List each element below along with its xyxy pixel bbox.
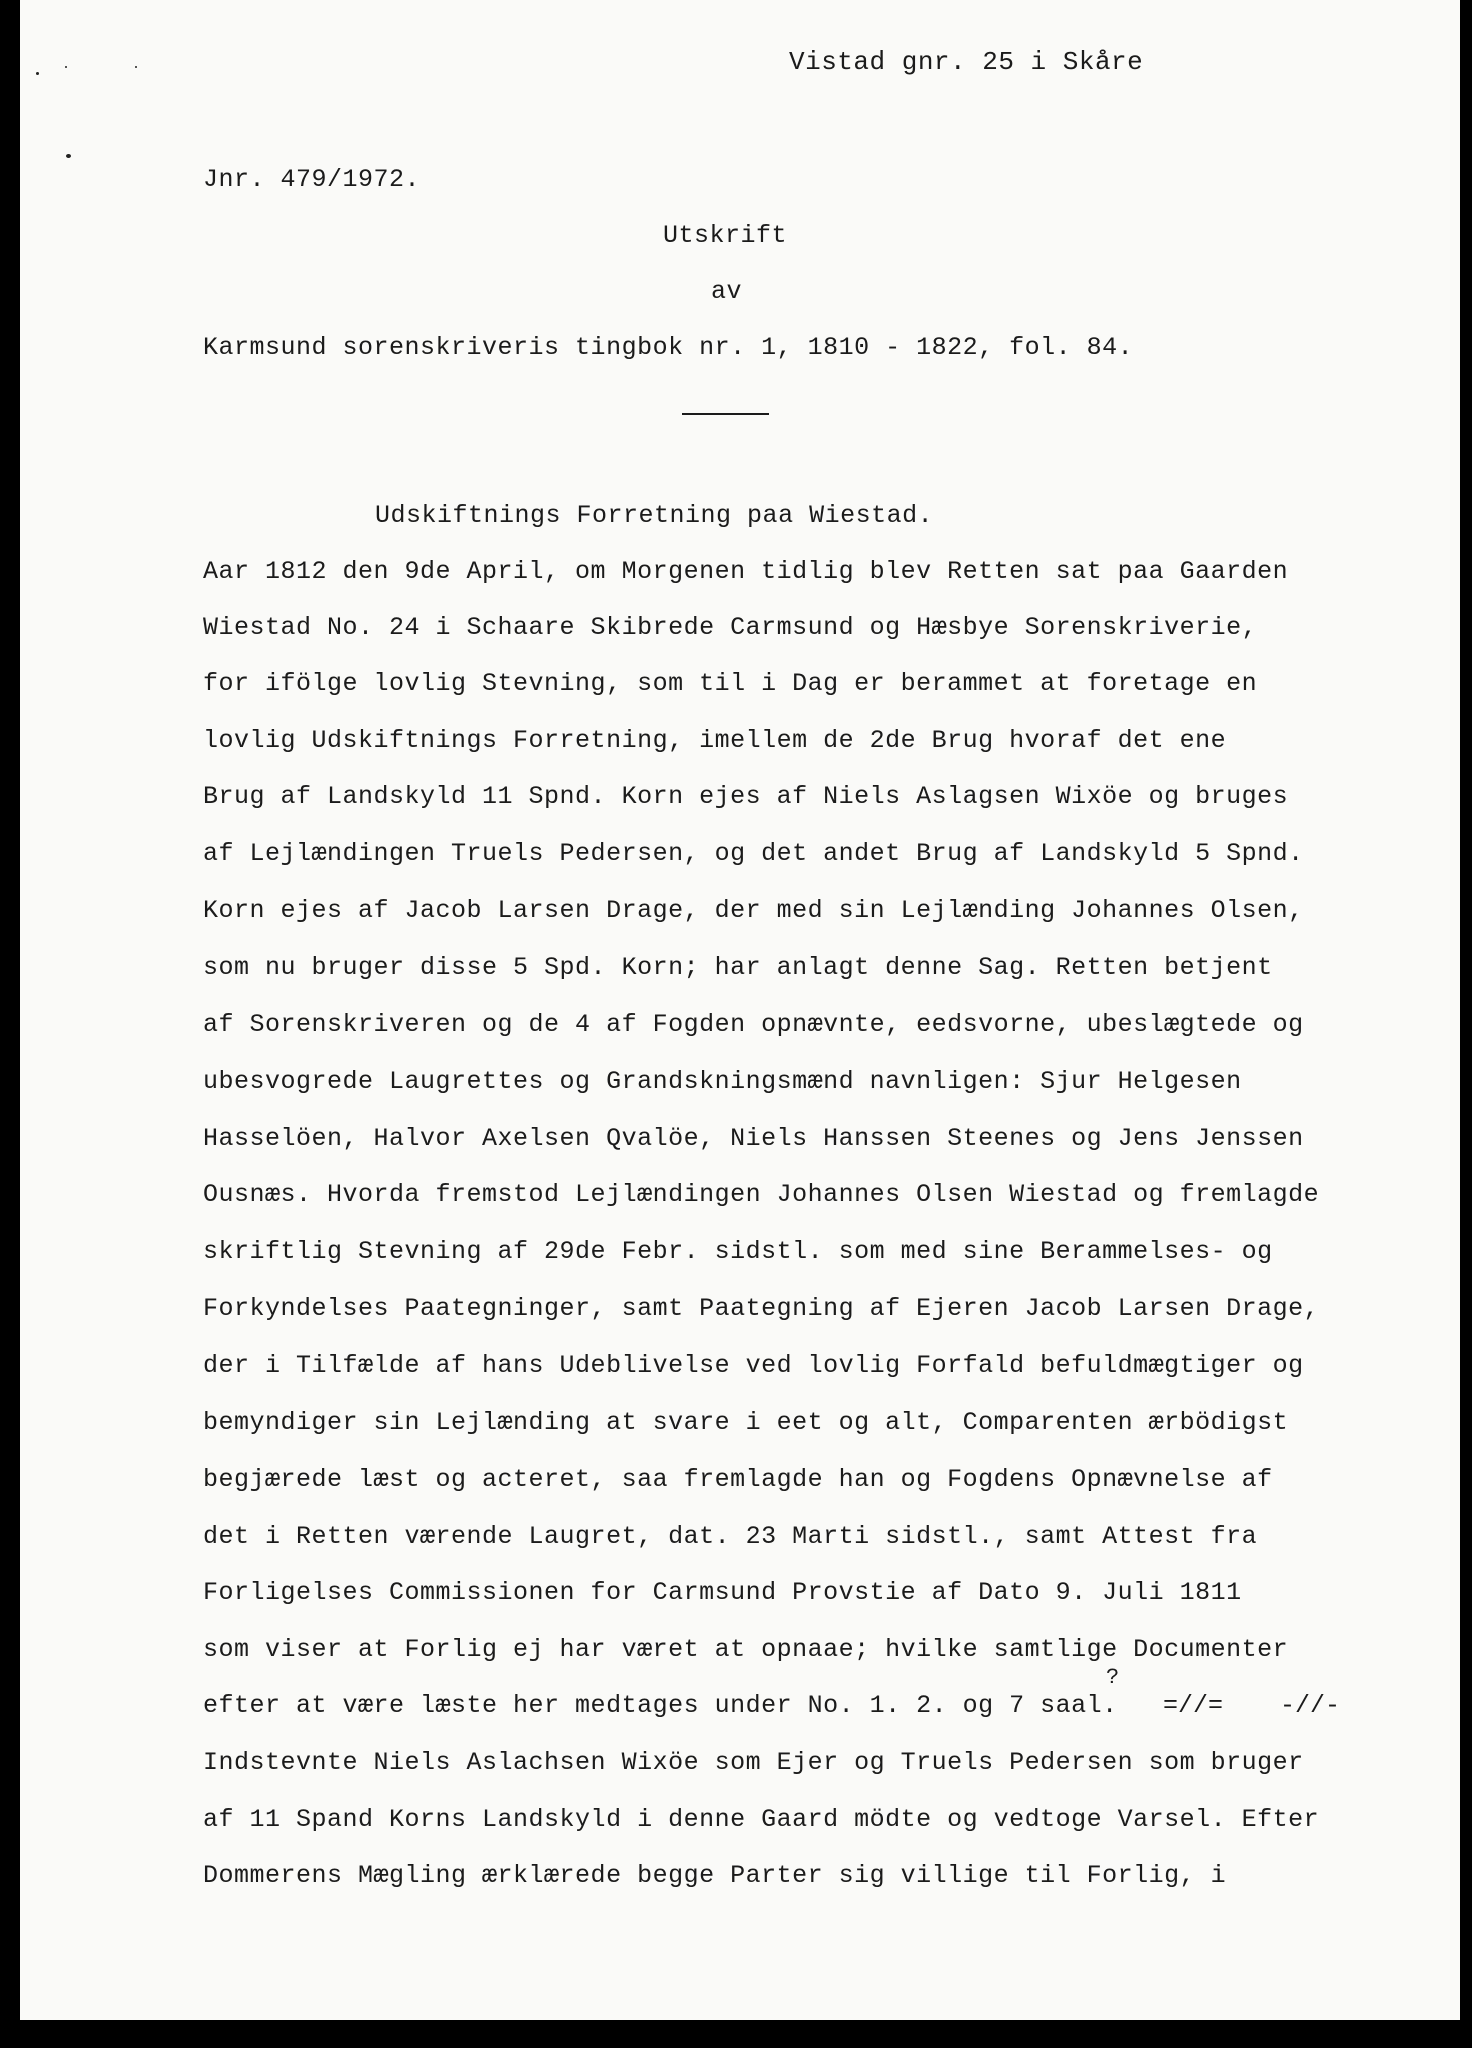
body-line: som viser at Forlig ej har været at opnaae; hvilke samtlige Documenter [203,1635,1289,1664]
body-line: bemyndiger sin Lejlænding at svare i eet og alt, Comparenten ærbödigst [203,1408,1289,1437]
journal-number: Jnr. 479/1972. [203,165,421,194]
body-line: Forligelses Commissionen for Carmsund Provstie af Dato 9. Juli 1811 [203,1578,1242,1607]
document-title: Utskrift [663,221,788,250]
body-line: Aar 1812 den 9de April, om Morgenen tidlig blev Retten sat paa Gaarden [203,557,1289,586]
body-line: Korn ejes af Jacob Larsen Drage, der med sin Lejlænding Johannes Olsen, [203,896,1304,925]
title-divider [682,413,769,415]
document-title-av: av [711,277,743,306]
handwritten-question-mark: ? [1106,1665,1120,1690]
document-source: Karmsund sorenskriveris tingbok nr. 1, 1810 - 1822, fol. 84. [203,333,1134,362]
document-page [20,0,1460,2020]
section-heading: Udskiftnings Forretning paa Wiestad. [375,501,934,530]
body-line: efter at være læste her medtages under No. 1. 2. og 7 saal. [203,1691,1118,1720]
body-line: lovlig Udskiftnings Forretning, imellem de 2de Brug hvoraf det ene [203,726,1227,755]
body-line: af Sorenskriveren og de 4 af Fogden opnævnte, eedsvorne, ubeslægtede og [203,1010,1304,1039]
body-line: Hasselöen, Halvor Axelsen Qvalöe, Niels Hanssen Steenes og Jens Jenssen [203,1124,1304,1153]
body-line: skriftlig Stevning af 29de Febr. sidstl. som med sine Berammelses- og [203,1237,1273,1266]
body-line: af Lejlændingen Truels Pedersen, og det andet Brug af Landskyld 5 Spnd. [203,839,1304,868]
body-line: Brug af Landskyld 11 Spnd. Korn ejes af Niels Aslagsen Wixöe og bruges [203,782,1289,811]
body-line: det i Retten værende Laugret, dat. 23 Marti sidstl., samt Attest fra [203,1522,1258,1551]
body-line: der i Tilfælde af hans Udeblivelse ved lovlig Forfald befuldmægtiger og [203,1351,1304,1380]
strike-mark: =//= [1163,1691,1224,1720]
body-line: af 11 Spand Korns Landskyld i denne Gaard mödte og vedtoge Varsel. Efter [203,1805,1320,1834]
body-line: Indstevnte Niels Aslachsen Wixöe som Ejer og Truels Pedersen som bruger [203,1748,1304,1777]
body-line: Dommerens Mægling ærklærede begge Parter sig villige til Forlig, i [203,1861,1227,1890]
body-line: Forkyndelses Paategninger, samt Paategning af Ejeren Jacob Larsen Drage, [203,1294,1320,1323]
farm-reference: Vistad gnr. 25 i Skåre [789,47,1144,77]
body-line: begjærede læst og acteret, saa fremlagde han og Fogdens Opnævnelse af [203,1465,1273,1494]
body-line: som nu bruger disse 5 Spd. Korn; har anlagt denne Sag. Retten betjent [203,953,1273,982]
body-line: ubesvogrede Laugrettes og Grandskningsmænd navnligen: Sjur Helgesen [203,1067,1242,1096]
body-line: Wiestad No. 24 i Schaare Skibrede Carmsund og Hæsbye Sorenskriverie, [203,613,1258,642]
strike-mark: -//- [1280,1691,1341,1720]
body-line: for ifölge lovlig Stevning, som til i Dag er berammet at foretage en [203,669,1258,698]
body-line: Ousnæs. Hvorda fremstod Lejlændingen Johannes Olsen Wiestad og fremlagde [203,1180,1320,1209]
